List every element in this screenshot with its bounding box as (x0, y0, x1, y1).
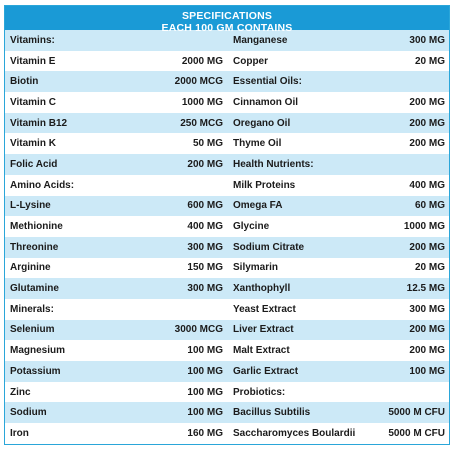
left-nutrient-value: 150 MG (187, 262, 223, 274)
left-nutrient-value: 160 MG (187, 427, 223, 439)
left-nutrient-name: Iron (10, 427, 29, 439)
left-nutrient-value: 600 MG (187, 200, 223, 212)
left-nutrient-name: L-Lysine (10, 200, 51, 212)
right-nutrient-value: 400 MG (409, 179, 445, 191)
right-nutrient-value: 200 MG (409, 117, 445, 129)
right-nutrient-value: 20 MG (414, 262, 445, 274)
right-nutrient-name: Omega FA (233, 200, 283, 212)
right-nutrient-name: Sodium Citrate (233, 241, 305, 253)
table-row (5, 92, 449, 113)
table-header (5, 6, 449, 34)
right-nutrient-value: 20 MG (414, 55, 445, 67)
left-nutrient-value: 300 MG (187, 241, 223, 253)
left-nutrient-value: 2000 MG (181, 55, 223, 67)
right-nutrient-name: Manganese (233, 34, 288, 46)
table-row (5, 340, 449, 361)
left-nutrient-name: Vitamin K (10, 138, 56, 150)
right-nutrient-name: Garlic Extract (233, 365, 299, 377)
table-row (5, 423, 449, 444)
left-nutrient-value: 3000 MCG (174, 324, 223, 336)
right-nutrient-value: 200 MG (409, 241, 445, 253)
right-nutrient-name: Probiotics: (233, 386, 286, 398)
table-row (5, 258, 449, 279)
right-nutrient-name: Yeast Extract (233, 303, 296, 315)
left-nutrient-value: 250 MCG (180, 117, 223, 129)
table-row (5, 216, 449, 237)
left-nutrient-name: Minerals: (10, 303, 54, 315)
left-nutrient-name: Vitamin E (10, 55, 56, 67)
left-nutrient-name: Threonine (10, 241, 59, 253)
right-nutrient-value: 12.5 MG (406, 283, 445, 295)
left-nutrient-value: 100 MG (187, 407, 223, 419)
right-nutrient-value: 300 MG (409, 34, 445, 46)
left-nutrient-name: Zinc (10, 386, 31, 398)
table-row (5, 51, 449, 72)
table-body (5, 30, 449, 444)
left-nutrient-name: Arginine (10, 262, 51, 274)
right-nutrient-name: Copper (233, 55, 268, 67)
left-nutrient-name: Methionine (10, 221, 63, 233)
table-row (5, 113, 449, 134)
right-nutrient-name: Health Nutrients: (233, 158, 314, 170)
left-nutrient-name: Potassium (10, 365, 61, 377)
right-nutrient-value: 200 MG (409, 138, 445, 150)
table-row (5, 71, 449, 92)
right-nutrient-name: Oregano Oil (233, 117, 291, 129)
left-nutrient-name: Biotin (10, 76, 39, 88)
left-nutrient-value: 400 MG (187, 221, 223, 233)
left-nutrient-value: 50 MG (192, 138, 223, 150)
right-nutrient-value: 60 MG (414, 200, 445, 212)
right-nutrient-name: Silymarin (233, 262, 279, 274)
table-row (5, 382, 449, 403)
right-nutrient-value: 5000 M CFU (388, 427, 445, 439)
header-subtitle: EACH 100 GM CONTAINS (161, 22, 293, 34)
right-nutrient-name: Milk Proteins (233, 179, 296, 191)
right-nutrient-name: Essential Oils: (233, 76, 302, 88)
right-nutrient-name: Malt Extract (233, 345, 290, 357)
table-row (5, 320, 449, 341)
left-nutrient-name: Glutamine (10, 283, 59, 295)
right-nutrient-value: 5000 M CFU (388, 407, 445, 419)
right-nutrient-name: Saccharomyces Boulardii (233, 427, 356, 439)
right-nutrient-value: 1000 MG (403, 221, 445, 233)
right-nutrient-value: 300 MG (409, 303, 445, 315)
table-row (5, 361, 449, 382)
left-nutrient-name: Amino Acids: (10, 179, 75, 191)
right-nutrient-name: Xanthophyll (233, 283, 291, 295)
left-nutrient-value: 2000 MCG (174, 76, 223, 88)
table-row (5, 175, 449, 196)
right-nutrient-name: Thyme Oil (233, 138, 282, 150)
table-row (5, 402, 449, 423)
left-nutrient-value: 100 MG (187, 345, 223, 357)
table-row (5, 154, 449, 175)
right-nutrient-value: 200 MG (409, 324, 445, 336)
left-nutrient-value: 100 MG (187, 386, 223, 398)
left-nutrient-value: 200 MG (187, 158, 223, 170)
right-nutrient-name: Cinnamon Oil (233, 96, 298, 108)
left-nutrient-name: Folic Acid (10, 158, 58, 170)
right-nutrient-name: Bacillus Subtilis (233, 407, 311, 419)
left-nutrient-name: Selenium (10, 324, 55, 336)
right-nutrient-value: 100 MG (409, 365, 445, 377)
table-row (5, 133, 449, 154)
right-nutrient-value: 200 MG (409, 96, 445, 108)
table-row (5, 196, 449, 217)
left-nutrient-name: Vitamin C (10, 96, 56, 108)
left-nutrient-value: 100 MG (187, 365, 223, 377)
right-nutrient-value: 200 MG (409, 345, 445, 357)
left-nutrient-name: Magnesium (10, 345, 66, 357)
table-row (5, 299, 449, 320)
right-nutrient-name: Liver Extract (233, 324, 294, 336)
table-row (5, 278, 449, 299)
specifications-table (4, 5, 450, 445)
right-nutrient-name: Glycine (233, 221, 270, 233)
left-nutrient-name: Sodium (10, 407, 47, 419)
table-row (5, 237, 449, 258)
left-nutrient-name: Vitamins: (10, 34, 55, 46)
header-title: SPECIFICATIONS (181, 10, 273, 22)
left-nutrient-value: 1000 MG (181, 96, 223, 108)
left-nutrient-value: 300 MG (187, 283, 223, 295)
left-nutrient-name: Vitamin B12 (10, 117, 68, 129)
